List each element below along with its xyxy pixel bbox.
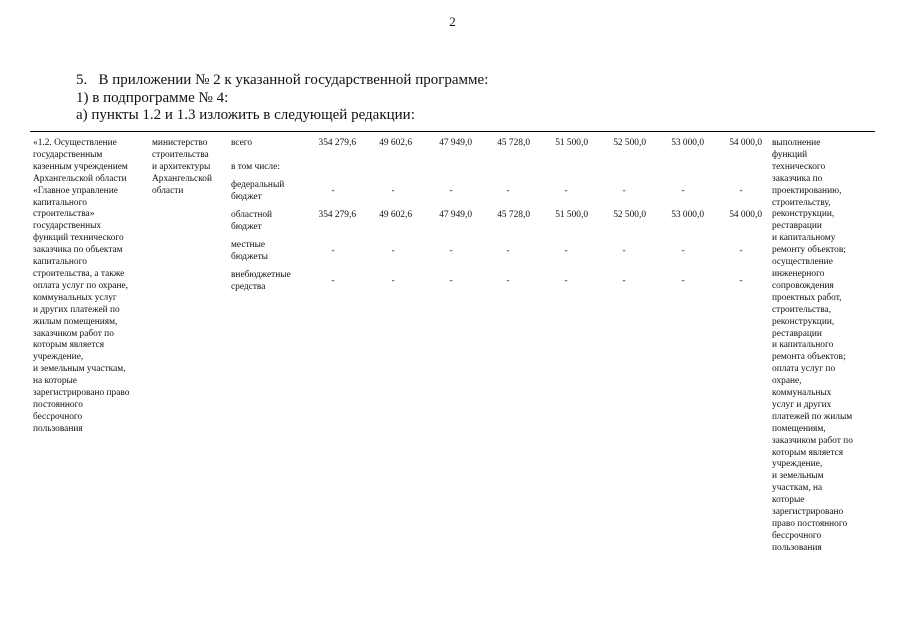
intro-line: а) пункты 1.2 и 1.3 изложить в следующей редакции: bbox=[76, 107, 415, 123]
page-number: 2 bbox=[449, 14, 456, 29]
funding-value-cell: - bbox=[391, 246, 395, 256]
result-line: проектных работ, bbox=[772, 292, 842, 303]
funding-value-cell: - bbox=[331, 246, 335, 256]
result-line: и капитального bbox=[772, 340, 834, 351]
result-line: ремонта объектов; bbox=[772, 352, 846, 363]
activity-name-line: коммунальных услуг bbox=[33, 292, 117, 303]
funding-value-cell: - bbox=[449, 276, 453, 286]
activity-name-line: учреждение, bbox=[33, 352, 84, 363]
funding-source-label-line: бюджет bbox=[231, 221, 262, 232]
funding-value-cell: 49 602,6 bbox=[379, 138, 412, 148]
result-line: осуществление bbox=[772, 257, 833, 268]
result-line: услуг и других bbox=[772, 399, 832, 410]
responsible-line: Архангельской bbox=[152, 173, 212, 184]
funding-value-cell: - bbox=[391, 186, 395, 196]
funding-value-cell: 51 500,0 bbox=[555, 210, 588, 220]
result-line: технического bbox=[772, 161, 826, 172]
funding-value-cell: - bbox=[739, 246, 743, 256]
result-line: ремонту объектов; bbox=[772, 245, 846, 256]
funding-source-label-line: внебюджетные bbox=[231, 270, 291, 280]
funding-source-label-line: федеральный bbox=[231, 180, 285, 190]
activity-name-line: капитального bbox=[33, 257, 87, 268]
funding-value-cell: 53 000,0 bbox=[671, 210, 704, 220]
intro-text bbox=[76, 72, 488, 125]
result-line: зарегистрировано bbox=[772, 507, 844, 518]
activity-name-line: постоянного bbox=[33, 399, 83, 410]
result-line: пользования bbox=[772, 542, 822, 553]
activity-name-line: «1.2. Осуществление bbox=[33, 138, 117, 148]
funding-value-cell: - bbox=[622, 276, 626, 286]
result-line: учреждение, bbox=[772, 459, 823, 470]
activity-name-line: государственных bbox=[33, 221, 102, 232]
funding-value-cell: 52 500,0 bbox=[613, 138, 646, 148]
funding-value-cell: - bbox=[449, 246, 453, 256]
funding-value-cell: 52 500,0 bbox=[613, 210, 646, 220]
result-line: охране, bbox=[772, 376, 802, 387]
funding-value-cell: - bbox=[564, 186, 568, 196]
funding-source-label bbox=[231, 210, 309, 234]
funding-value-cell: - bbox=[564, 246, 568, 256]
funding-source-label-line: в том числе: bbox=[231, 162, 280, 172]
activity-name-line: и земельным участкам, bbox=[33, 364, 126, 375]
result-line: которым является bbox=[772, 447, 844, 458]
funding-value-cell: 47 949,0 bbox=[439, 210, 472, 220]
funding-source-label bbox=[231, 270, 309, 294]
funding-value-cell: - bbox=[391, 276, 395, 286]
result-line: реконструкции, bbox=[772, 316, 835, 327]
activity-name-line: государственным bbox=[33, 149, 103, 160]
responsible-line: министерство bbox=[152, 138, 208, 148]
result-line: выполнение bbox=[772, 138, 821, 148]
funding-value-cell: - bbox=[739, 186, 743, 196]
funding-value-cell: 49 602,6 bbox=[379, 210, 412, 220]
funding-value-cell: 354 279,6 bbox=[318, 210, 356, 220]
funding-value-cell: 54 000,0 bbox=[729, 138, 762, 148]
funding-value-cell: - bbox=[331, 276, 335, 286]
result-line: строительству, bbox=[772, 197, 831, 208]
result-line: функций bbox=[772, 149, 808, 160]
funding-value-cell: 47 949,0 bbox=[439, 138, 472, 148]
funding-value-cell: - bbox=[622, 186, 626, 196]
funding-source-label-line: местные bbox=[231, 240, 266, 250]
funding-value-cell: 354 279,6 bbox=[318, 138, 356, 148]
activity-name-line: «Главное управление bbox=[33, 185, 118, 196]
funding-value-cell: - bbox=[622, 246, 626, 256]
activity-name-line: функций технического bbox=[33, 233, 124, 244]
funding-source-label-line: бюджеты bbox=[231, 251, 268, 262]
result-line: реставрации bbox=[772, 328, 822, 339]
funding-value-cell: 51 500,0 bbox=[555, 138, 588, 148]
result-line: реставрации bbox=[772, 221, 822, 232]
result-line: которые bbox=[772, 495, 805, 506]
funding-value-cell: - bbox=[506, 186, 510, 196]
result-line: оплата услуг по bbox=[772, 364, 836, 375]
responsible-line: и архитектуры bbox=[152, 161, 211, 172]
activity-name-line: Архангельской области bbox=[33, 173, 127, 184]
result-line: строительства, bbox=[772, 304, 832, 315]
funding-value-cell: - bbox=[739, 276, 743, 286]
result-line: платежей по жилым bbox=[772, 411, 853, 422]
expected-result-cell bbox=[772, 138, 872, 555]
funding-source-label bbox=[231, 138, 309, 150]
table-top-rule bbox=[30, 131, 875, 132]
result-line: и земельным bbox=[772, 471, 824, 482]
funding-value-cell: 45 728,0 bbox=[497, 138, 530, 148]
result-line: право постоянного bbox=[772, 519, 848, 529]
activity-name-line: жилым помещениям, bbox=[33, 316, 118, 327]
activity-name-line: казенным учреждением bbox=[33, 161, 128, 172]
funding-source-label-line: областной bbox=[231, 210, 273, 220]
funding-value-cell: - bbox=[681, 186, 685, 196]
activity-name-line: и других платежей по bbox=[33, 304, 120, 315]
result-line: коммунальных bbox=[772, 388, 832, 399]
funding-value-cell: - bbox=[331, 186, 335, 196]
result-line: сопровождения bbox=[772, 280, 834, 291]
activity-name-line: которым является bbox=[33, 340, 105, 351]
activity-name-line: пользования bbox=[33, 423, 83, 434]
result-line: реконструкции, bbox=[772, 209, 835, 220]
activity-name-line: строительства, а также bbox=[33, 268, 125, 279]
funding-value-cell: - bbox=[681, 246, 685, 256]
intro-line: 5. В приложении № 2 к указанной государственной программе: bbox=[76, 72, 489, 88]
funding-value-cell: 45 728,0 bbox=[497, 210, 530, 220]
activity-name-line: на которые bbox=[33, 376, 77, 387]
result-line: инженерного bbox=[772, 268, 825, 279]
result-line: помещениям, bbox=[772, 423, 826, 434]
funding-source-label-line: бюджет bbox=[231, 191, 262, 202]
result-line: заказчиком работ по bbox=[772, 435, 853, 446]
funding-value-cell: - bbox=[681, 276, 685, 286]
funding-source-label bbox=[231, 240, 309, 264]
funding-value-cell: - bbox=[506, 276, 510, 286]
funding-value-cell: 53 000,0 bbox=[671, 138, 704, 148]
activity-name-line: заказчиком работ по bbox=[33, 328, 114, 339]
responsible-executor-cell bbox=[152, 138, 230, 198]
funding-source-label bbox=[231, 162, 309, 174]
intro-line: 1) в подпрограмме № 4: bbox=[76, 89, 229, 106]
activity-name-line: оплата услуг по охране, bbox=[33, 280, 128, 291]
activity-name-line: зарегистрировано право bbox=[33, 388, 130, 399]
activity-name-line: строительства» bbox=[33, 209, 95, 220]
result-line: бессрочного bbox=[772, 530, 822, 541]
responsible-line: области bbox=[152, 185, 184, 196]
funding-value-cell: - bbox=[506, 246, 510, 256]
funding-source-label-line: всего bbox=[231, 138, 253, 148]
funding-value-cell: - bbox=[449, 186, 453, 196]
funding-value-cell: 54 000,0 bbox=[729, 210, 762, 220]
result-line: заказчика по bbox=[772, 173, 823, 184]
activity-name-line: капитального bbox=[33, 197, 87, 208]
funding-source-label bbox=[231, 180, 309, 204]
activity-name-cell bbox=[33, 138, 151, 436]
activity-name-line: бессрочного bbox=[33, 411, 83, 422]
result-line: проектированию, bbox=[772, 185, 842, 196]
funding-source-label-line: средства bbox=[231, 281, 266, 292]
funding-value-cell: - bbox=[564, 276, 568, 286]
result-line: и капитальному bbox=[772, 233, 836, 244]
responsible-line: строительства bbox=[152, 149, 209, 160]
activity-name-line: заказчика по объектам bbox=[33, 245, 123, 256]
result-line: участкам, на bbox=[772, 483, 823, 494]
